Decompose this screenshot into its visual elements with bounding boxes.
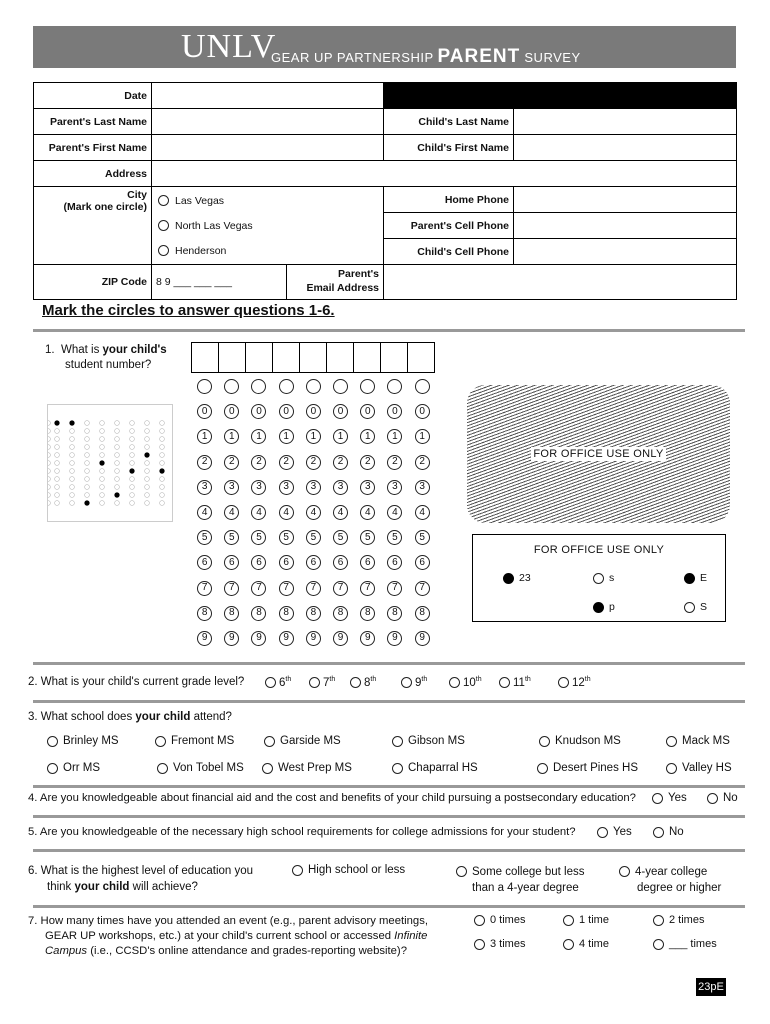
digit-bubble[interactable]: 3 [360,480,375,495]
digit-bubble[interactable]: 9 [306,631,321,646]
digit-bubble[interactable]: 0 [387,404,402,419]
digit-bubble[interactable]: 9 [224,631,239,646]
radio-circle-icon [652,793,663,804]
q6-option-some-college[interactable]: Some college but less than a 4-year degree [456,864,585,896]
digit-bubble[interactable]: 6 [279,555,294,570]
school-option[interactable]: Orr MS [47,762,100,774]
zip-label: ZIP Code [34,265,152,300]
digit-box[interactable] [192,343,219,373]
digit-bubble[interactable]: 8 [279,606,294,621]
radio-circle-icon [292,865,303,876]
child-cell-label: Child's Cell Phone [384,239,514,265]
parent-first-name-field[interactable] [152,135,384,161]
digit-bubble[interactable]: 3 [415,480,430,495]
radio-circle-icon [157,763,168,774]
question-1: 1. What is your child's student number? [45,344,167,371]
parent-last-name-field[interactable] [152,109,384,135]
digit-bubble[interactable]: 4 [306,505,321,520]
digit-bubble[interactable]: 2 [251,455,266,470]
radio-circle-icon [392,763,403,774]
digit-bubble[interactable]: 2 [387,455,402,470]
divider [33,700,745,703]
radio-circle-icon [47,763,58,774]
digit-bubble[interactable]: 0 [279,404,294,419]
digit-bubble[interactable]: 9 [415,631,430,646]
digit-bubble[interactable]: 8 [387,606,402,621]
digit-bubble[interactable]: 0 [224,404,239,419]
survey-title: GEAR UP PARTNERSHIP PARENT SURVEY [271,46,581,67]
digit-bubble[interactable] [279,379,294,394]
digit-bubble[interactable]: 3 [251,480,266,495]
digit-bubble[interactable]: 1 [224,429,239,444]
bubble-row [191,576,436,601]
school-option[interactable]: Desert Pines HS [537,762,638,774]
digit-bubble[interactable]: 0 [197,404,212,419]
digit-bubble[interactable]: 5 [387,530,402,545]
digit-bubble[interactable]: 9 [360,631,375,646]
child-first-name-field[interactable] [514,135,737,161]
radio-circle-icon [666,736,677,747]
digit-bubble[interactable]: 8 [333,606,348,621]
question-2: 2. What is your child's current grade level? [28,676,245,688]
digit-box[interactable] [273,343,300,373]
radio-circle-icon [563,915,574,926]
digit-bubble[interactable]: 3 [224,480,239,495]
digit-bubble[interactable]: 2 [306,455,321,470]
parent-first-name-label: Parent's First Name [34,135,152,161]
child-last-name-field[interactable] [514,109,737,135]
digit-bubble[interactable]: 1 [415,429,430,444]
parent-email-field[interactable] [384,265,737,300]
date-field[interactable] [152,83,384,109]
divider [33,849,745,852]
digit-bubble[interactable]: 6 [306,555,321,570]
school-option[interactable]: West Prep MS [262,762,352,774]
digit-bubble[interactable]: 8 [197,606,212,621]
digit-bubble[interactable]: 7 [306,581,321,596]
child-cell-field[interactable] [514,239,737,265]
digit-bubble[interactable]: 6 [224,555,239,570]
digit-box[interactable] [300,343,327,373]
city-option[interactable]: North Las Vegas [158,213,377,238]
digit-bubble[interactable]: 7 [279,581,294,596]
digit-box[interactable] [246,343,273,373]
school-option[interactable]: Garside MS [264,735,341,747]
attendance-option[interactable]: 3 times [474,938,525,950]
digit-bubble[interactable]: 5 [360,530,375,545]
bubble-row [191,500,436,525]
filled-circle-icon [684,573,695,584]
bubble-row [191,450,436,475]
attendance-option[interactable]: 4 time [563,938,609,950]
divider [33,662,745,665]
bubble-row [191,374,436,399]
radio-circle-icon [666,763,677,774]
digit-bubble[interactable]: 1 [360,429,375,444]
child-first-name-label: Child's First Name [384,135,514,161]
digit-box[interactable] [381,343,408,373]
home-phone-label: Home Phone [384,187,514,213]
radio-circle-icon [653,827,664,838]
radio-circle-icon [262,763,273,774]
digit-bubble[interactable]: 4 [251,505,266,520]
parent-cell-field[interactable] [514,213,737,239]
digit-bubble[interactable]: 6 [333,555,348,570]
question-6: 6. What is the highest level of education you think your child will achieve? [28,865,254,893]
digit-bubble[interactable]: 7 [360,581,375,596]
digit-bubble[interactable] [306,379,321,394]
divider [33,815,745,818]
office-use-hatched-box [467,385,730,523]
digit-box[interactable] [219,343,246,373]
radio-circle-icon [474,915,485,926]
digit-bubble[interactable] [197,379,212,394]
office-option-s[interactable]: s [593,572,614,584]
radio-circle-icon [499,677,510,688]
contact-form [33,82,737,300]
radio-circle-icon [155,736,166,747]
black-header-cell [384,83,737,109]
grade-option[interactable]: 9th [401,676,427,689]
grade-option[interactable]: 11th [499,676,531,689]
school-option[interactable]: Valley HS [666,762,732,774]
zip-field[interactable]: 8 9 ___ ___ ___ [152,265,287,299]
digit-bubble[interactable]: 1 [387,429,402,444]
q6-option-high-school[interactable]: High school or less [292,864,405,876]
city-options [152,187,384,265]
school-option[interactable]: Von Tobel MS [157,762,244,774]
bubble-row [191,424,436,449]
office-option-p[interactable]: p [593,601,615,613]
radio-circle-icon [449,677,460,688]
digit-bubble[interactable]: 8 [224,606,239,621]
office-use-label: FOR OFFICE USE ONLY [533,544,665,556]
radio-circle-icon [653,915,664,926]
sample-bubble-image [47,404,173,522]
city-option[interactable]: Henderson [158,238,377,263]
radio-circle-icon [539,736,550,747]
radio-circle-icon [653,939,664,950]
student-number-boxes [191,342,435,373]
digit-bubble[interactable]: 7 [333,581,348,596]
address-label: Address [34,161,152,187]
radio-circle-icon [392,736,403,747]
question-5: 5. Are you knowledgeable of the necessary high school requirements for college admissions for your student? [28,826,576,838]
filled-circle-icon [593,602,604,613]
digit-bubble[interactable]: 2 [360,455,375,470]
digit-bubble[interactable]: 4 [224,505,239,520]
digit-bubble[interactable]: 1 [333,429,348,444]
divider [33,329,745,332]
digit-bubble[interactable] [360,379,375,394]
digit-bubble[interactable]: 1 [279,429,294,444]
radio-circle-icon [619,866,630,877]
school-option[interactable]: Brinley MS [47,735,119,747]
digit-bubble[interactable]: 3 [306,480,321,495]
school-option[interactable]: Chaparral HS [392,762,478,774]
q5-yes-option[interactable]: Yes [597,826,632,838]
digit-bubble[interactable]: 4 [197,505,212,520]
radio-circle-icon [537,763,548,774]
digit-bubble[interactable]: 5 [197,530,212,545]
digit-bubble[interactable]: 3 [279,480,294,495]
bubble-row [191,626,436,651]
digit-bubble[interactable]: 7 [415,581,430,596]
digit-bubble[interactable] [251,379,266,394]
digit-bubble[interactable]: 6 [415,555,430,570]
digit-box[interactable] [408,343,435,373]
office-option-23[interactable]: 23 [503,572,531,584]
digit-bubble[interactable]: 2 [224,455,239,470]
city-option[interactable]: Las Vegas [158,188,377,213]
office-use-box [472,534,726,622]
radio-circle-icon [264,736,275,747]
digit-bubble[interactable]: 4 [415,505,430,520]
digit-bubble[interactable]: 1 [251,429,266,444]
radio-circle-icon [684,602,695,613]
address-field[interactable] [152,161,737,187]
digit-bubble[interactable] [224,379,239,394]
digit-bubble[interactable] [333,379,348,394]
filled-circle-icon [503,573,514,584]
grade-option[interactable]: 12th [558,676,591,689]
digit-box[interactable] [354,343,381,373]
q5-no-option[interactable]: No [653,826,684,838]
date-label: Date [34,83,152,109]
bubble-row [191,475,436,500]
q4-no-option[interactable]: No [707,792,738,804]
digit-bubble[interactable]: 2 [415,455,430,470]
radio-circle-icon [158,220,169,231]
digit-bubble[interactable]: 6 [360,555,375,570]
digit-bubble[interactable]: 6 [251,555,266,570]
question-3: 3. What school does your child attend? [28,711,232,723]
zip-email-cell [152,265,384,300]
radio-circle-icon [707,793,718,804]
grade-option[interactable]: 10th [449,676,482,689]
digit-bubble[interactable]: 3 [333,480,348,495]
radio-circle-icon [309,677,320,688]
q6-option-4-year[interactable]: 4-year college degree or higher [619,864,721,896]
digit-bubble[interactable]: 4 [333,505,348,520]
sample-grid-icon [48,405,174,523]
digit-bubble[interactable]: 7 [251,581,266,596]
radio-circle-icon [593,573,604,584]
student-number-bubbles [191,374,436,651]
digit-bubble[interactable]: 1 [306,429,321,444]
digit-bubble[interactable]: 2 [279,455,294,470]
radio-circle-icon [474,939,485,950]
digit-bubble[interactable]: 8 [360,606,375,621]
header-banner [33,26,736,68]
radio-circle-icon [350,677,361,688]
office-use-label: FOR OFFICE USE ONLY [533,448,664,460]
school-option[interactable]: Mack MS [666,735,730,747]
digit-bubble[interactable]: 0 [415,404,430,419]
bubble-row [191,601,436,626]
digit-bubble[interactable]: 1 [197,429,212,444]
digit-bubble[interactable]: 5 [251,530,266,545]
instructions-heading: Mark the circles to answer questions 1-6. [42,302,335,319]
city-label: City (Mark one circle) [34,187,152,265]
digit-bubble[interactable]: 9 [279,631,294,646]
q4-yes-option[interactable]: Yes [652,792,687,804]
parent-cell-label: Parent's Cell Phone [384,213,514,239]
digit-bubble[interactable]: 5 [306,530,321,545]
digit-bubble[interactable]: 7 [197,581,212,596]
school-option[interactable]: Fremont MS [155,735,234,747]
grade-option[interactable]: 7th [309,676,335,689]
digit-bubble[interactable]: 9 [197,631,212,646]
digit-bubble[interactable]: 9 [251,631,266,646]
radio-circle-icon [158,195,169,206]
office-option-S[interactable]: S [684,601,707,613]
attendance-option[interactable]: 0 times [474,914,525,926]
divider [33,905,745,908]
office-option-E[interactable]: E [684,572,707,584]
digit-bubble[interactable]: 0 [306,404,321,419]
attendance-option[interactable]: 1 time [563,914,609,926]
radio-circle-icon [401,677,412,688]
grade-option[interactable]: 6th [265,676,291,689]
digit-bubble[interactable]: 7 [224,581,239,596]
child-last-name-label: Child's Last Name [384,109,514,135]
home-phone-field[interactable] [514,187,737,213]
digit-bubble[interactable]: 9 [387,631,402,646]
school-option[interactable]: Knudson MS [539,735,621,747]
parent-email-label: Parent's Email Address [306,268,379,294]
radio-circle-icon [47,736,58,747]
digit-box[interactable] [327,343,354,373]
digit-bubble[interactable]: 2 [197,455,212,470]
question-4: 4. Are you knowledgeable about financial aid and the cost and benefits of your child pursuing a postsecondary education? [28,792,636,804]
radio-circle-icon [597,827,608,838]
radio-circle-icon [558,677,569,688]
radio-circle-icon [158,245,169,256]
digit-bubble[interactable]: 3 [387,480,402,495]
radio-circle-icon [456,866,467,877]
digit-bubble[interactable]: 6 [387,555,402,570]
bubble-row [191,399,436,424]
digit-bubble[interactable]: 4 [387,505,402,520]
attendance-option[interactable]: ___ times [653,938,717,950]
digit-bubble[interactable]: 0 [360,404,375,419]
digit-bubble[interactable]: 0 [333,404,348,419]
parent-last-name-label: Parent's Last Name [34,109,152,135]
question-7: 7. How many times have you attended an event (e.g., parent advisory meetings, GEAR UP workshops, etc.) at your child's current school or accessed Infinite Campus (i.e., CCSD's online attendance and grades-reporting website)? [28,915,429,957]
digit-bubble[interactable] [415,379,430,394]
attendance-option[interactable]: 2 times [653,914,704,926]
bubble-row [191,525,436,550]
digit-bubble[interactable]: 4 [279,505,294,520]
divider [33,785,745,788]
school-option[interactable]: Gibson MS [392,735,465,747]
bubble-row [191,550,436,575]
digit-bubble[interactable]: 8 [306,606,321,621]
digit-bubble[interactable]: 4 [360,505,375,520]
digit-bubble[interactable]: 0 [251,404,266,419]
digit-bubble[interactable]: 5 [415,530,430,545]
unlv-logo: UNLV [181,28,277,65]
radio-circle-icon [563,939,574,950]
digit-bubble[interactable]: 8 [415,606,430,621]
form-code-badge: 23pE [696,978,726,996]
grade-option[interactable]: 8th [350,676,376,689]
digit-bubble[interactable]: 3 [197,480,212,495]
radio-circle-icon [265,677,276,688]
digit-bubble[interactable] [387,379,402,394]
digit-bubble[interactable]: 2 [333,455,348,470]
digit-bubble[interactable]: 5 [333,530,348,545]
digit-bubble[interactable]: 7 [387,581,402,596]
digit-bubble[interactable]: 5 [279,530,294,545]
digit-bubble[interactable]: 9 [333,631,348,646]
digit-bubble[interactable]: 5 [224,530,239,545]
digit-bubble[interactable]: 8 [251,606,266,621]
digit-bubble[interactable]: 6 [197,555,212,570]
